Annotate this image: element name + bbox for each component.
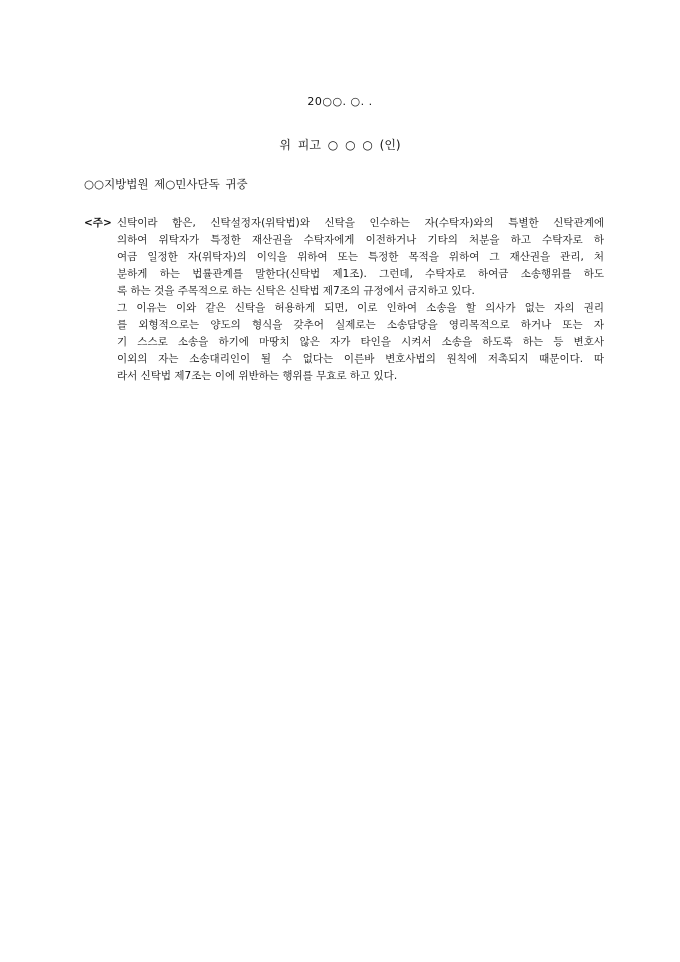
note-line: 를 외형적으로는 양도의 형식을 갖추어 실제로는 소송담당을 영리목적으로 하거나 또는 자 — [117, 319, 604, 331]
note-section — [84, 215, 604, 385]
note-line: 신탁이라 함은, 신탁설정자(위탁법)와 신탁을 인수하는 자(수탁자)와의 특별한 신탁관계에 — [117, 217, 604, 229]
note-line: 여금 일정한 자(위탁자)의 이익을 위하여 또는 특정한 목적을 위하여 그 재산권을 관리, 처 — [117, 251, 604, 263]
note-body — [117, 215, 604, 385]
note-line: 라서 신탁법 제7조는 이에 위반하는 행위를 무효로 하고 있다. — [117, 370, 398, 382]
note-line: 의하여 위탁자가 특정한 재산권을 수탁자에게 이전하거나 기타의 처분을 하고 수탁자로 하 — [117, 234, 604, 246]
note-label: <주> — [84, 217, 112, 229]
note-line: 이외의 자는 소송대리인이 될 수 없다는 이른바 변호사법의 원칙에 저촉되지 때문이다. 따 — [117, 353, 604, 365]
document-date: 20○○. ○. . — [307, 95, 373, 108]
note-line: 기 스스로 소송을 하기에 마땅치 않은 자가 타인을 시켜서 소송을 하도록 하는 등 변호사 — [117, 336, 604, 348]
court-recipient: ○○지방법원 제○민사단독 귀중 — [84, 177, 248, 191]
note-line: 분하게 하는 법률관계를 말한다(신탁법 제1조). 그런데, 수탁자로 하여금 소송행위를 하도 — [117, 268, 604, 280]
defendant-signature: 위 피고 ○ ○ ○ (인) — [279, 138, 401, 152]
note-line: 그 이유는 이와 같은 신탁을 허용하게 되면, 이로 인하여 소송을 할 의사가 없는 자의 권리 — [117, 302, 604, 314]
note-line: 록 하는 것을 주목적으로 하는 신탁은 신탁법 제7조의 규정에서 금지하고 있다. — [117, 285, 475, 297]
